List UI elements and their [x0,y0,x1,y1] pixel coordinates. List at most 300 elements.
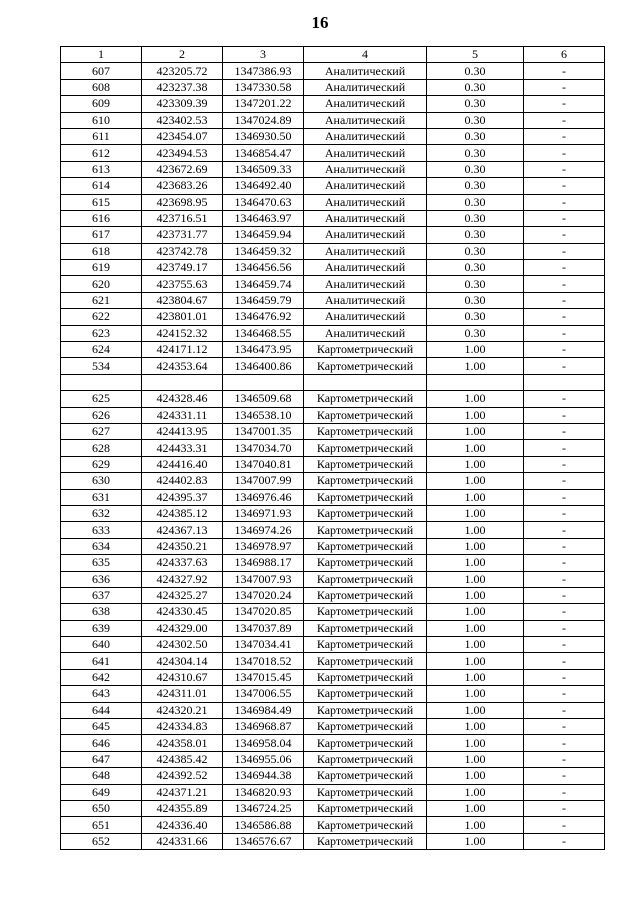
table-cell: Аналитический [304,63,427,79]
table-cell: 1346974.26 [223,522,304,538]
page-number: 16 [311,13,329,32]
table-cell: - [524,768,605,784]
table-cell: Картометрический [304,719,427,735]
table-row [61,407,605,423]
table-cell: 627 [61,423,142,439]
table-row [61,128,605,144]
table-cell: 424358.01 [142,735,223,751]
table-cell: 617 [61,227,142,243]
table-row [61,522,605,538]
table-cell: 1346978.97 [223,538,304,554]
table-cell: 1347034.70 [223,440,304,456]
table-cell: 424304.14 [142,653,223,669]
table-cell: Картометрический [304,538,427,554]
table-cell: - [524,686,605,702]
table-cell: 1.00 [427,751,524,767]
table-cell: 424310.67 [142,669,223,685]
table-cell: 1346473.95 [223,342,304,358]
table-cell [142,374,223,390]
table-cell: 1.00 [427,669,524,685]
table-cell: 643 [61,686,142,702]
table-cell: 423454.07 [142,128,223,144]
table-row [61,686,605,702]
table-cell: - [524,702,605,718]
table-cell: 1347001.35 [223,423,304,439]
table-row [61,637,605,653]
table-cell: - [524,522,605,538]
table-cell: - [524,423,605,439]
table-cell: 1.00 [427,833,524,849]
table-cell: 423672.69 [142,161,223,177]
table-cell: 424353.64 [142,358,223,374]
table-cell: 1347018.52 [223,653,304,669]
table-cell: 610 [61,112,142,128]
header-cell: 6 [524,47,605,63]
table-cell: - [524,473,605,489]
table-cell: 616 [61,210,142,226]
table-cell: 1347330.58 [223,79,304,95]
table-cell: Картометрический [304,342,427,358]
table-cell: 423801.01 [142,309,223,325]
table-cell: 1346459.32 [223,243,304,259]
table-cell: Картометрический [304,440,427,456]
table-cell: 635 [61,555,142,571]
table-cell: 1.00 [427,555,524,571]
table-cell: - [524,800,605,816]
table-body [61,63,605,850]
table-cell: 608 [61,79,142,95]
table-cell: - [524,489,605,505]
table-cell: 1346984.49 [223,702,304,718]
header-cell: 5 [427,47,524,63]
table-cell: 1346456.56 [223,260,304,276]
table-cell: 1346930.50 [223,128,304,144]
table-row [61,79,605,95]
table-cell: 423237.38 [142,79,223,95]
table-row [61,358,605,374]
table-cell: - [524,538,605,554]
table-cell [61,374,142,390]
table-cell: Аналитический [304,128,427,144]
table-cell: Аналитический [304,276,427,292]
table-cell: 424320.21 [142,702,223,718]
table-cell: 1.00 [427,587,524,603]
header-row [61,47,605,63]
table-cell: 423698.95 [142,194,223,210]
table-cell: - [524,63,605,79]
table-cell: 0.30 [427,325,524,341]
table-cell: - [524,571,605,587]
table-cell: - [524,227,605,243]
table-cell: - [524,407,605,423]
table-cell: 1.00 [427,522,524,538]
table-cell: 423731.77 [142,227,223,243]
table-cell: 424334.83 [142,719,223,735]
table-cell: Картометрический [304,489,427,505]
table-row [61,800,605,816]
table-cell: Картометрический [304,505,427,521]
table-row [61,587,605,603]
table-row [61,96,605,112]
table-cell: 1346968.87 [223,719,304,735]
table-cell: Аналитический [304,96,427,112]
table-row [61,210,605,226]
table-cell: Картометрический [304,358,427,374]
table-row [61,719,605,735]
table-cell: - [524,292,605,308]
table-cell: 423742.78 [142,243,223,259]
table-cell: 1.00 [427,735,524,751]
table-cell: - [524,112,605,128]
table-cell: 652 [61,833,142,849]
table-cell: Картометрический [304,637,427,653]
table-cell: - [524,604,605,620]
table-row [61,555,605,571]
table-cell: - [524,260,605,276]
table-cell: - [524,325,605,341]
table-cell: 1346492.40 [223,178,304,194]
table-cell: - [524,456,605,472]
table-row [61,604,605,620]
table-cell: 0.30 [427,194,524,210]
table-row [61,342,605,358]
header-cell: 3 [223,47,304,63]
table-cell: - [524,784,605,800]
table-cell: 423716.51 [142,210,223,226]
table-cell: 423804.67 [142,292,223,308]
table-cell: 651 [61,817,142,833]
table-cell: 423402.53 [142,112,223,128]
table-cell: 1347015.45 [223,669,304,685]
table-row [61,473,605,489]
table-cell: 615 [61,194,142,210]
table-cell: 424395.37 [142,489,223,505]
table-cell: 424152.32 [142,325,223,341]
table-cell: 631 [61,489,142,505]
table-cell: 1.00 [427,800,524,816]
table-cell: 638 [61,604,142,620]
table-cell: Картометрический [304,669,427,685]
table-cell: - [524,178,605,194]
table-cell: Картометрический [304,555,427,571]
table-row [61,456,605,472]
table-cell: 644 [61,702,142,718]
table-row [61,194,605,210]
table-header [61,47,605,63]
table-cell: 1346586.88 [223,817,304,833]
table-cell: 1346459.74 [223,276,304,292]
table-cell: Картометрический [304,686,427,702]
table-cell: 424367.13 [142,522,223,538]
table-cell: - [524,505,605,521]
table-cell: 1.00 [427,702,524,718]
table-cell: 1346988.17 [223,555,304,571]
table-cell: 424355.89 [142,800,223,816]
table-cell: 609 [61,96,142,112]
table-cell: - [524,669,605,685]
table-cell: 1.00 [427,604,524,620]
table-cell: 1346955.06 [223,751,304,767]
table-cell: 611 [61,128,142,144]
table-row [61,391,605,407]
table-cell: - [524,309,605,325]
table-cell: 1346854.47 [223,145,304,161]
table-cell: Картометрический [304,653,427,669]
table-row [61,243,605,259]
table-cell: 1.00 [427,505,524,521]
table-cell: Аналитический [304,79,427,95]
table-cell: - [524,161,605,177]
table-cell: Аналитический [304,194,427,210]
table-cell: Аналитический [304,292,427,308]
table-cell: Картометрический [304,833,427,849]
table-cell: 0.30 [427,243,524,259]
table-cell: 0.30 [427,96,524,112]
table-cell: - [524,210,605,226]
table-cell: Аналитический [304,309,427,325]
table-cell: 424385.12 [142,505,223,521]
table-cell: 1.00 [427,637,524,653]
table-cell [524,374,605,390]
table-row [61,702,605,718]
table-cell: 1347040.81 [223,456,304,472]
table-cell: Аналитический [304,145,427,161]
table-cell: 1.00 [427,538,524,554]
table-cell: 1346400.86 [223,358,304,374]
table-cell: 648 [61,768,142,784]
table-cell: 1.00 [427,423,524,439]
table-cell: 619 [61,260,142,276]
table-cell: 1.00 [427,407,524,423]
table-cell: 1.00 [427,817,524,833]
table-cell: - [524,440,605,456]
table-cell: 1.00 [427,686,524,702]
table-cell: Картометрический [304,604,427,620]
table-cell: 0.30 [427,210,524,226]
table-row [61,178,605,194]
table-cell: - [524,243,605,259]
table-row [61,440,605,456]
table-cell: 423755.63 [142,276,223,292]
table-cell: 1.00 [427,719,524,735]
table-cell: 612 [61,145,142,161]
header-cell: 1 [61,47,142,63]
table-cell: 650 [61,800,142,816]
table-cell: 613 [61,161,142,177]
table-cell: 0.30 [427,79,524,95]
table-cell: - [524,342,605,358]
table-cell: 424329.00 [142,620,223,636]
table-cell: - [524,587,605,603]
table-cell: Аналитический [304,325,427,341]
table-row [61,63,605,79]
table-cell: 1347037.89 [223,620,304,636]
table-row [61,112,605,128]
table-cell: 1.00 [427,473,524,489]
table-cell: 424371.21 [142,784,223,800]
table-cell: 632 [61,505,142,521]
table-cell: 628 [61,440,142,456]
table-cell: 1.00 [427,653,524,669]
table-cell: 647 [61,751,142,767]
table-cell: 423205.72 [142,63,223,79]
table-cell: 1347007.93 [223,571,304,587]
table-cell: Картометрический [304,407,427,423]
table-cell: 607 [61,63,142,79]
table-cell: 1.00 [427,784,524,800]
table-cell: 630 [61,473,142,489]
table-cell: 424331.11 [142,407,223,423]
table-cell: 1346971.93 [223,505,304,521]
table-cell: 1346476.92 [223,309,304,325]
table-cell: 649 [61,784,142,800]
coordinates-table [60,46,605,850]
table-row [61,669,605,685]
table-cell: 645 [61,719,142,735]
table-row [61,276,605,292]
table-row [61,374,605,390]
table-cell: 1346459.79 [223,292,304,308]
table-cell: - [524,276,605,292]
table-cell: 424392.52 [142,768,223,784]
table-cell: 1347020.85 [223,604,304,620]
table-cell: Картометрический [304,391,427,407]
table-cell: 1.00 [427,440,524,456]
table-cell: 621 [61,292,142,308]
table-cell: Картометрический [304,423,427,439]
table-cell: 1.00 [427,358,524,374]
table-cell [223,374,304,390]
table-cell: Картометрический [304,784,427,800]
table-cell: 423683.26 [142,178,223,194]
table-row [61,833,605,849]
table-row [61,735,605,751]
table-cell: 0.30 [427,292,524,308]
table-cell: 1.00 [427,768,524,784]
table-cell: 0.30 [427,309,524,325]
table-cell: 1.00 [427,620,524,636]
table-cell: 640 [61,637,142,653]
table-cell: - [524,620,605,636]
table-cell: 424311.01 [142,686,223,702]
table-cell: Картометрический [304,702,427,718]
table-cell: 623 [61,325,142,341]
table-cell: - [524,96,605,112]
table-row [61,489,605,505]
table-cell: - [524,751,605,767]
table-cell: Аналитический [304,178,427,194]
table-cell: Картометрический [304,571,427,587]
table-row [61,260,605,276]
table-cell: Картометрический [304,751,427,767]
table-cell: Картометрический [304,768,427,784]
table-cell: 0.30 [427,260,524,276]
table-cell: Аналитический [304,243,427,259]
table-row [61,784,605,800]
table-cell: 614 [61,178,142,194]
table-cell: 634 [61,538,142,554]
table-cell: Картометрический [304,620,427,636]
table-cell: 1346538.10 [223,407,304,423]
table-cell: 1.00 [427,489,524,505]
table-cell: 534 [61,358,142,374]
table-cell: 424330.45 [142,604,223,620]
table-cell: 1346509.68 [223,391,304,407]
table-cell: 0.30 [427,227,524,243]
table-cell: 624 [61,342,142,358]
table-cell: 1.00 [427,571,524,587]
table-cell: 1346976.46 [223,489,304,505]
table-cell: 646 [61,735,142,751]
table-row [61,505,605,521]
table-cell: Картометрический [304,456,427,472]
table-cell: 0.30 [427,178,524,194]
table-cell: 423494.53 [142,145,223,161]
table-cell: 424331.66 [142,833,223,849]
header-cell: 4 [304,47,427,63]
table-cell: 622 [61,309,142,325]
table-cell: 0.30 [427,161,524,177]
table-cell: 1346459.94 [223,227,304,243]
table-cell: - [524,194,605,210]
table-cell: 1346470.63 [223,194,304,210]
table-cell: 424171.12 [142,342,223,358]
table-cell: 1347007.99 [223,473,304,489]
table-cell: - [524,637,605,653]
table-cell: - [524,391,605,407]
table-cell: - [524,653,605,669]
table-cell: Картометрический [304,473,427,489]
table-cell: Картометрический [304,817,427,833]
table-cell: 639 [61,620,142,636]
table-cell: 626 [61,407,142,423]
table-cell: 424327.92 [142,571,223,587]
table-cell: 620 [61,276,142,292]
table-cell: 424302.50 [142,637,223,653]
table-cell [304,374,427,390]
table-row [61,309,605,325]
table-row [61,161,605,177]
table-row [61,751,605,767]
table-cell: 1347201.22 [223,96,304,112]
table-cell: 424402.83 [142,473,223,489]
table-cell: 0.30 [427,276,524,292]
table-cell: - [524,817,605,833]
table-row [61,817,605,833]
table-cell: 1.00 [427,456,524,472]
table-cell: 629 [61,456,142,472]
table-cell: Картометрический [304,522,427,538]
table-cell: Аналитический [304,210,427,226]
table-cell: Аналитический [304,112,427,128]
table-row [61,571,605,587]
table-row [61,292,605,308]
table-cell: 0.30 [427,63,524,79]
table-cell: 1346944.38 [223,768,304,784]
table-cell: - [524,555,605,571]
table-cell: 1346463.97 [223,210,304,226]
table-cell: 1346576.67 [223,833,304,849]
table-row [61,423,605,439]
table-cell: 1347020.24 [223,587,304,603]
table-cell: 424416.40 [142,456,223,472]
header-cell: 2 [142,47,223,63]
table-cell: 423309.39 [142,96,223,112]
table-cell: 1346724.25 [223,800,304,816]
table-cell: 1347024.89 [223,112,304,128]
table-cell: 424385.42 [142,751,223,767]
table-cell: 1347386.93 [223,63,304,79]
